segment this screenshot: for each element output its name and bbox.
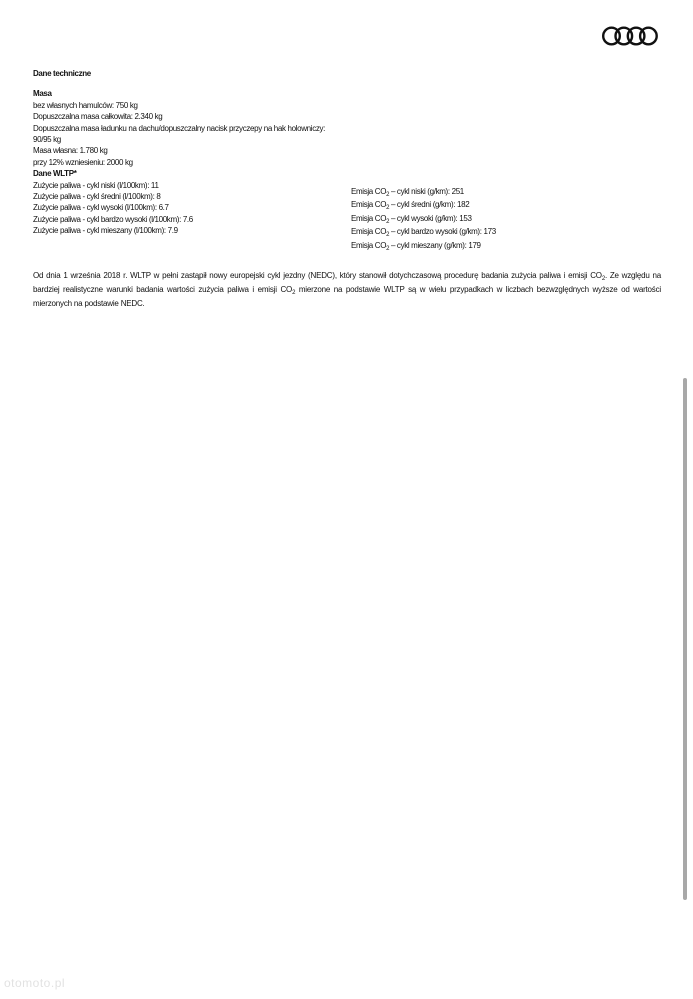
audi-rings-logo [601,24,659,48]
wltp-heading: Dane WLTP* [33,169,77,179]
emission-line: Emisja $CO_2$ – cykl mieszany (g/km): 179 [351,241,481,253]
co2-emission-list [351,180,496,253]
emission-line: Emisja $CO_2$ – cykl niski (g/km): 251 [351,186,464,198]
consumption-line: Zużycie paliwa - cykl średni (l/100km): 8 [33,192,161,202]
emission-line: Emisja $CO_2$ – cykl średni (g/km): 182 [351,200,470,212]
emission-line: Emisja $CO_2$ – cykl bardzo wysoki (g/km): 173 [351,227,496,239]
mass-line: Dopuszczalna masa ładunku na dachu/dopuszczalny nacisk przyczepy na hak holowniczy: [33,123,326,133]
technical-data-document [33,68,661,311]
mass-line: Masa własna: 1.780 kg [33,146,108,156]
emission-line: Emisja $CO_2$ – cykl wysoki (g/km): 153 [351,213,472,225]
wltp-columns [33,180,661,253]
mass-section [33,88,661,168]
mass-line: 90/95 kg [33,135,61,145]
consumption-line: Zużycie paliwa - cykl bardzo wysoki (l/100km): 7.6 [33,214,193,224]
consumption-line: Zużycie paliwa - cykl niski (l/100km): 11 [33,180,159,190]
wltp-section [33,168,661,252]
wltp-note-paragraph: Od dnia 1 września 2018 r. WLTP w pełni zastąpił nowy europejski cykl jezdny (NEDC), który stanowił dotychczasową procedurę badania zużycia paliwa i emisji $CO_2$. Ze względu na bardziej realistyczne warunki badania wartości zużycia paliwa i emisji $CO_2$ mierzone na podstawie WLTP są w wielu przypadkach w liczbach bezwzględnych wyższe od wartości mierzonych na podstawie NEDC. [33,270,662,309]
fuel-consumption-list [33,180,351,253]
vertical-scrollbar[interactable] [683,378,687,900]
mass-heading: Masa [33,89,52,99]
watermark: otomoto.pl [4,976,66,990]
consumption-line: Zużycie paliwa - cykl mieszany (l/100km): 7.9 [33,226,178,236]
consumption-line: Zużycie paliwa - cykl wysoki (l/100km): 6.7 [33,203,169,213]
mass-line: przy 12% wzniesieniu: 2000 kg [33,157,133,167]
section-title: Dane techniczne [33,69,91,78]
mass-line: Dopuszczalna masa całkowita: 2.340 kg [33,112,163,122]
mass-line: bez własnych hamulców: 750 kg [33,100,138,110]
